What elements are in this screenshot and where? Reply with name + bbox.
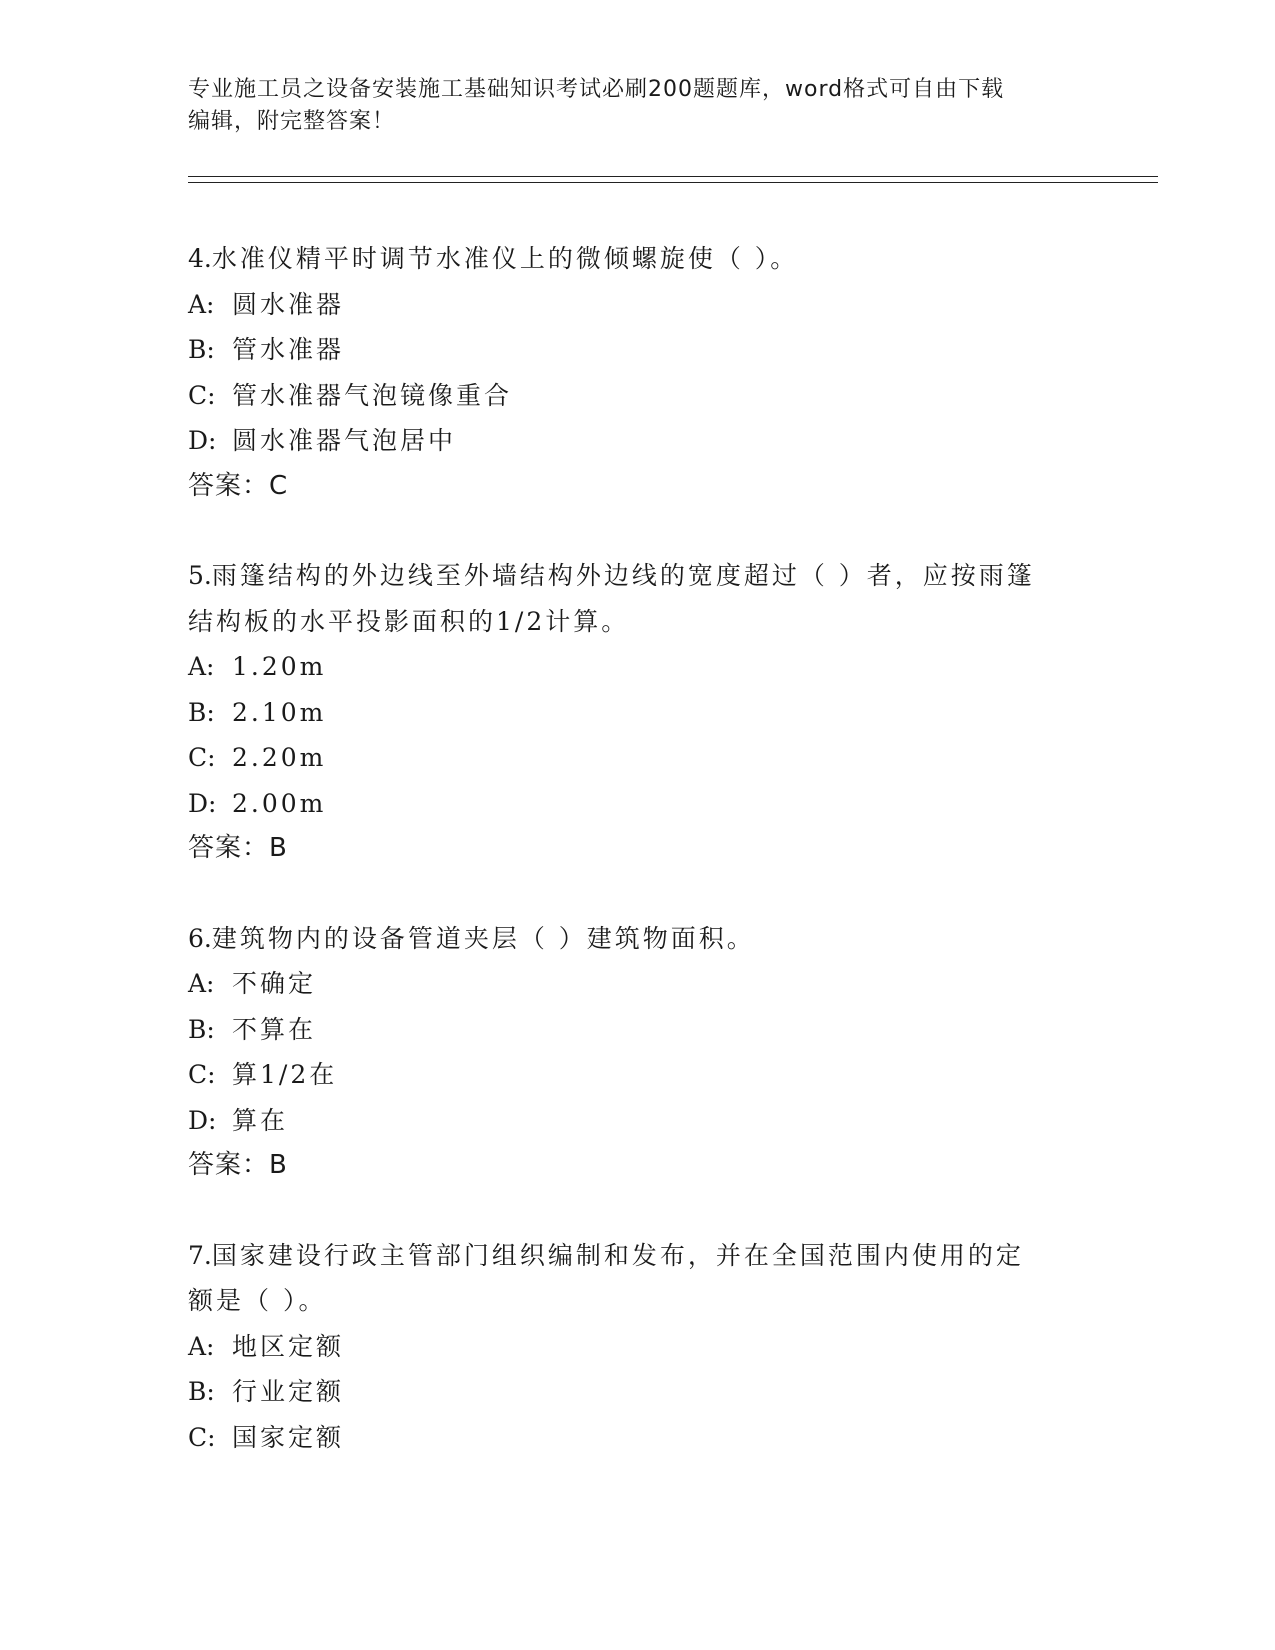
- option-text: 2.10m: [232, 697, 327, 727]
- header-divider-bottom: [188, 182, 1158, 183]
- option-row: [188, 418, 1108, 464]
- option-key: C:: [188, 380, 216, 410]
- option-row: [188, 644, 1108, 690]
- question-stem-text: 额是（ ）。: [188, 1286, 327, 1315]
- question-stem-line: [188, 916, 1108, 962]
- option-key: B:: [188, 1377, 215, 1406]
- question-stem-line: [188, 599, 1108, 645]
- option-text: 圆水准器: [232, 289, 345, 319]
- option-text: 行业定额: [232, 1377, 345, 1406]
- option-row: [188, 781, 1108, 827]
- option-row: [188, 1007, 1108, 1053]
- question-number: 7.: [188, 1240, 212, 1270]
- option-key: A:: [188, 1331, 215, 1361]
- option-text: 2.00m: [232, 788, 327, 818]
- option-key: B:: [188, 697, 215, 727]
- answer-line: 答案：B: [188, 833, 288, 863]
- question-stem-line: [188, 1233, 1108, 1279]
- question-stem-text: 水准仪精平时调节水准仪上的微倾螺旋使（ ）。: [211, 244, 799, 273]
- question-block: [188, 236, 1108, 509]
- question-stem-line: [188, 236, 1108, 282]
- option-key: D:: [188, 1105, 217, 1135]
- question-stem-text: 雨篷结构的外边线至外墙结构外边线的宽度超过（ ）者，应按雨篷: [211, 561, 1035, 590]
- question-list: [188, 236, 1108, 1504]
- option-key: D:: [188, 788, 217, 818]
- header-divider-top: [188, 176, 1158, 177]
- option-row: [188, 1098, 1108, 1144]
- question-stem-text: 建筑物内的设备管道夹层（ ）建筑物面积。: [211, 923, 755, 953]
- option-text: 管水准器气泡镜像重合: [232, 380, 513, 410]
- option-row: [188, 1052, 1108, 1098]
- option-text: 不确定: [232, 969, 317, 998]
- option-text: 算1/2在: [232, 1060, 338, 1089]
- question-stem-line: [188, 1278, 1108, 1324]
- option-text: 国家定额: [232, 1422, 345, 1452]
- option-text: 不算在: [232, 1014, 317, 1044]
- answer-line: 答案：B: [188, 1150, 288, 1180]
- option-text: 圆水准器气泡居中: [232, 426, 457, 455]
- question-stem-line: [188, 553, 1108, 599]
- option-key: C:: [188, 1422, 216, 1452]
- option-row: [188, 961, 1108, 1007]
- option-text: 算在: [232, 1105, 289, 1135]
- option-key: A:: [188, 969, 215, 998]
- question-block: [188, 553, 1108, 872]
- option-row: [188, 1415, 1108, 1461]
- header-line-2: 编辑，附完整答案！: [188, 109, 396, 134]
- option-key: C:: [188, 1060, 216, 1089]
- option-row: [188, 1324, 1108, 1370]
- question-stem-text: 国家建设行政主管部门组织编制和发布，并在全国范围内使用的定: [211, 1240, 1024, 1270]
- option-text: 1.20m: [232, 652, 327, 681]
- option-row: [188, 327, 1108, 373]
- option-key: B:: [188, 1014, 215, 1044]
- option-key: A:: [188, 289, 215, 319]
- option-row: [188, 373, 1108, 419]
- option-row: [188, 690, 1108, 736]
- option-key: A:: [188, 652, 215, 681]
- option-key: C:: [188, 743, 216, 772]
- question-block: [188, 1233, 1108, 1461]
- option-key: D:: [188, 426, 217, 455]
- question-stem-text: 结构板的水平投影面积的1/2计算。: [188, 606, 630, 636]
- header-line-1: 专业施工员之设备安装施工基础知识考试必刷200题题库，word格式可自由下载: [188, 77, 1005, 102]
- question-number: 4.: [188, 244, 212, 273]
- option-text: 2.20m: [232, 743, 327, 772]
- question-block: [188, 916, 1108, 1189]
- question-number: 5.: [188, 561, 212, 590]
- option-text: 管水准器: [232, 335, 345, 364]
- document-header: [188, 74, 1088, 138]
- option-key: B:: [188, 335, 215, 364]
- option-row: [188, 282, 1108, 328]
- option-row: [188, 1369, 1108, 1415]
- answer-line: 答案：C: [188, 470, 289, 501]
- option-text: 地区定额: [232, 1331, 345, 1361]
- option-row: [188, 735, 1108, 781]
- question-number: 6.: [188, 923, 212, 953]
